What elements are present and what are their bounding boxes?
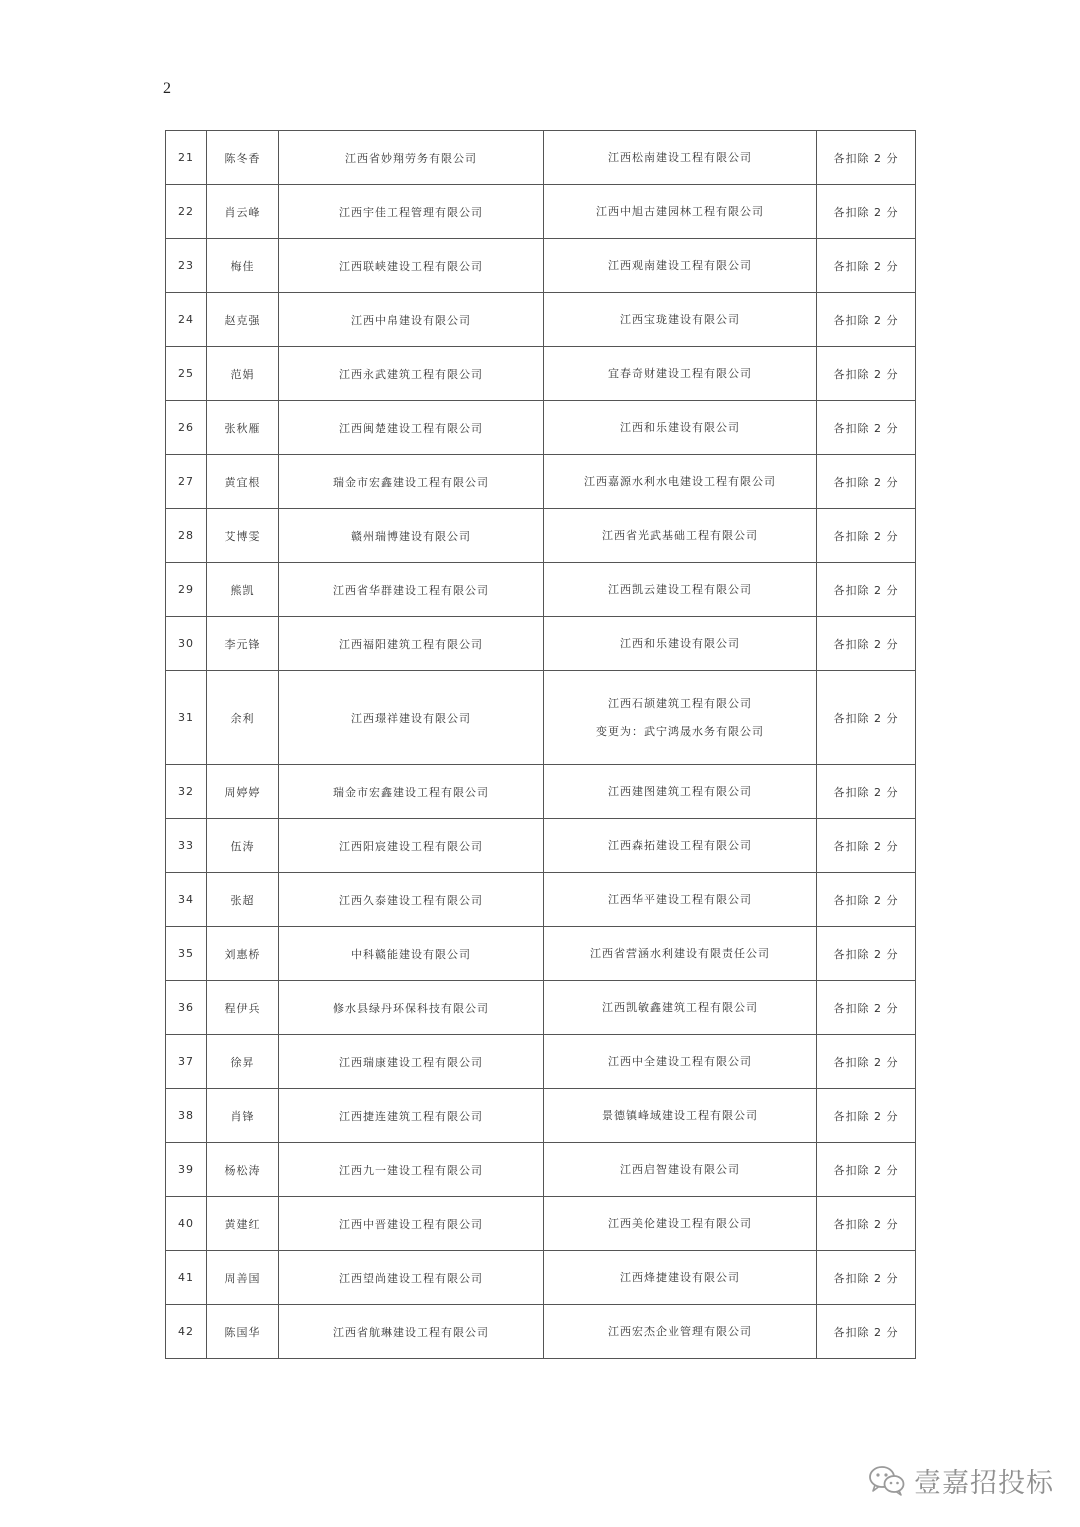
- penalty-text: 各扣除 2 分: [817, 1251, 916, 1305]
- company-from: 江西福阳建筑工程有限公司: [279, 617, 544, 671]
- company-to-line: 江西建图建筑工程有限公司: [608, 784, 752, 798]
- penalty-text: 各扣除 2 分: [817, 185, 916, 239]
- company-to: [544, 401, 817, 455]
- row-number: 33: [166, 819, 207, 873]
- row-number: 31: [166, 671, 207, 765]
- row-number: 24: [166, 293, 207, 347]
- person-name: 艾博雯: [207, 509, 279, 563]
- row-number: 30: [166, 617, 207, 671]
- watermark-text: 壹嘉招投标: [914, 1467, 1054, 1499]
- penalty-text: 各扣除 2 分: [817, 671, 916, 765]
- penalty-text: 各扣除 2 分: [817, 1035, 916, 1089]
- company-to: [544, 819, 817, 873]
- table-row: [166, 671, 916, 765]
- wechat-icon: [868, 1464, 906, 1496]
- company-from: 江西捷连建筑工程有限公司: [279, 1089, 544, 1143]
- penalty-text: 各扣除 2 分: [817, 873, 916, 927]
- company-from: 中科赣能建设有限公司: [279, 927, 544, 981]
- row-number: 29: [166, 563, 207, 617]
- company-to-line: 江西烽捷建设有限公司: [620, 1270, 740, 1284]
- company-from: 江西望尚建设工程有限公司: [279, 1251, 544, 1305]
- company-to: [544, 185, 817, 239]
- row-number: 26: [166, 401, 207, 455]
- person-name: 范娟: [207, 347, 279, 401]
- person-name: 李元锋: [207, 617, 279, 671]
- penalty-text: 各扣除 2 分: [817, 293, 916, 347]
- person-name: 肖锋: [207, 1089, 279, 1143]
- penalty-text: 各扣除 2 分: [817, 1305, 916, 1359]
- company-to: [544, 131, 817, 185]
- company-to-line: 江西森拓建设工程有限公司: [608, 838, 752, 852]
- person-name: 徐昇: [207, 1035, 279, 1089]
- penalty-text: 各扣除 2 分: [817, 401, 916, 455]
- company-to: [544, 1197, 817, 1251]
- company-from: 江西阳宸建设工程有限公司: [279, 819, 544, 873]
- penalty-text: 各扣除 2 分: [817, 819, 916, 873]
- penalty-text: 各扣除 2 分: [817, 1143, 916, 1197]
- company-to-line: 江西中全建设工程有限公司: [608, 1054, 752, 1068]
- company-to-line: 宜春奇财建设工程有限公司: [608, 366, 752, 380]
- row-number: 32: [166, 765, 207, 819]
- company-from: 江西省妙翔劳务有限公司: [279, 131, 544, 185]
- company-from: 江西璟祥建设有限公司: [279, 671, 544, 765]
- person-name: 杨松涛: [207, 1143, 279, 1197]
- penalty-text: 各扣除 2 分: [817, 347, 916, 401]
- company-to: [544, 1089, 817, 1143]
- table-row: [166, 1305, 916, 1359]
- company-to-line: 江西省光武基础工程有限公司: [602, 528, 758, 542]
- company-to: [544, 927, 817, 981]
- table-row: [166, 765, 916, 819]
- company-to-line: 变更为：武宁鸿晟水务有限公司: [596, 724, 764, 738]
- person-name: 伍涛: [207, 819, 279, 873]
- company-to-line: 江西和乐建设有限公司: [620, 420, 740, 434]
- table-row: [166, 873, 916, 927]
- penalty-text: 各扣除 2 分: [817, 509, 916, 563]
- penalty-text: 各扣除 2 分: [817, 239, 916, 293]
- company-to: [544, 293, 817, 347]
- row-number: 39: [166, 1143, 207, 1197]
- table-row: [166, 563, 916, 617]
- row-number: 40: [166, 1197, 207, 1251]
- company-to-line: 江西美伦建设工程有限公司: [608, 1216, 752, 1230]
- table-row: [166, 617, 916, 671]
- person-name: 陈国华: [207, 1305, 279, 1359]
- row-number: 34: [166, 873, 207, 927]
- company-to: [544, 671, 817, 765]
- row-number: 21: [166, 131, 207, 185]
- watermark: [868, 1462, 1054, 1498]
- person-name: 肖云峰: [207, 185, 279, 239]
- row-number: 38: [166, 1089, 207, 1143]
- company-from: 江西瑞康建设工程有限公司: [279, 1035, 544, 1089]
- company-to: [544, 1305, 817, 1359]
- person-name: 赵克强: [207, 293, 279, 347]
- company-to: [544, 765, 817, 819]
- table-row: [166, 981, 916, 1035]
- penalty-text: 各扣除 2 分: [817, 563, 916, 617]
- person-name: 熊凯: [207, 563, 279, 617]
- company-to-line: 江西宝珑建设有限公司: [620, 312, 740, 326]
- row-number: 28: [166, 509, 207, 563]
- person-name: 程伊兵: [207, 981, 279, 1035]
- row-number: 27: [166, 455, 207, 509]
- table-row: [166, 1089, 916, 1143]
- company-to-line: 江西宏杰企业管理有限公司: [608, 1324, 752, 1338]
- person-name: 张秋雁: [207, 401, 279, 455]
- table-row: [166, 131, 916, 185]
- table-row: [166, 401, 916, 455]
- table-row: [166, 1143, 916, 1197]
- table-row: [166, 509, 916, 563]
- company-to: [544, 1143, 817, 1197]
- company-to: [544, 347, 817, 401]
- table-row: [166, 1035, 916, 1089]
- row-number: 23: [166, 239, 207, 293]
- company-to-line: 江西嘉源水利水电建设工程有限公司: [584, 474, 776, 488]
- row-number: 36: [166, 981, 207, 1035]
- person-name: 周婷婷: [207, 765, 279, 819]
- company-from: 江西久泰建设工程有限公司: [279, 873, 544, 927]
- person-name: 陈冬香: [207, 131, 279, 185]
- row-number: 37: [166, 1035, 207, 1089]
- person-name: 张超: [207, 873, 279, 927]
- table-row: [166, 293, 916, 347]
- company-to: [544, 617, 817, 671]
- table-row: [166, 347, 916, 401]
- company-from: 江西闽楚建设工程有限公司: [279, 401, 544, 455]
- company-to-line: 江西凯敏鑫建筑工程有限公司: [602, 1000, 758, 1014]
- table-row: [166, 239, 916, 293]
- company-to: [544, 239, 817, 293]
- person-name: 余利: [207, 671, 279, 765]
- penalty-text: 各扣除 2 分: [817, 131, 916, 185]
- company-to-line: 江西观南建设工程有限公司: [608, 258, 752, 272]
- company-to-line: 江西石颉建筑工程有限公司: [608, 696, 752, 710]
- row-number: 41: [166, 1251, 207, 1305]
- company-to: [544, 563, 817, 617]
- table-row: [166, 455, 916, 509]
- company-to: [544, 981, 817, 1035]
- company-from: 江西永武建筑工程有限公司: [279, 347, 544, 401]
- company-to: [544, 455, 817, 509]
- company-to: [544, 509, 817, 563]
- table-row: [166, 1251, 916, 1305]
- company-to-line: 江西省营涵水利建设有限责任公司: [590, 946, 770, 960]
- company-from: 瑞金市宏鑫建设工程有限公司: [279, 765, 544, 819]
- company-to-line: 景德镇峰域建设工程有限公司: [602, 1108, 758, 1122]
- table-row: [166, 927, 916, 981]
- person-name: 黄宜根: [207, 455, 279, 509]
- penalty-text: 各扣除 2 分: [817, 1089, 916, 1143]
- penalty-text: 各扣除 2 分: [817, 927, 916, 981]
- penalty-text: 各扣除 2 分: [817, 1197, 916, 1251]
- company-from: 江西联峡建设工程有限公司: [279, 239, 544, 293]
- table-row: [166, 185, 916, 239]
- company-to-line: 江西凯云建设工程有限公司: [608, 582, 752, 596]
- penalty-text: 各扣除 2 分: [817, 765, 916, 819]
- row-number: 22: [166, 185, 207, 239]
- person-name: 周善国: [207, 1251, 279, 1305]
- person-name: 梅佳: [207, 239, 279, 293]
- penalty-table: [165, 130, 916, 1359]
- penalty-text: 各扣除 2 分: [817, 617, 916, 671]
- company-from: 江西省华群建设工程有限公司: [279, 563, 544, 617]
- company-to-line: 江西启智建设有限公司: [620, 1162, 740, 1176]
- person-name: 刘惠桥: [207, 927, 279, 981]
- company-to-line: 江西华平建设工程有限公司: [608, 892, 752, 906]
- table-row: [166, 819, 916, 873]
- row-number: 42: [166, 1305, 207, 1359]
- company-to-line: 江西中旭古建园林工程有限公司: [596, 204, 764, 218]
- company-to-line: 江西和乐建设有限公司: [620, 636, 740, 650]
- company-from: 江西宇佳工程管理有限公司: [279, 185, 544, 239]
- company-from: 江西中晋建设工程有限公司: [279, 1197, 544, 1251]
- person-name: 黄建红: [207, 1197, 279, 1251]
- company-to-line: 江西松南建设工程有限公司: [608, 150, 752, 164]
- company-from: 江西省航琳建设工程有限公司: [279, 1305, 544, 1359]
- table-row: [166, 1197, 916, 1251]
- company-from: 江西中帛建设有限公司: [279, 293, 544, 347]
- company-from: 修水县绿丹环保科技有限公司: [279, 981, 544, 1035]
- table-body: [166, 131, 916, 1359]
- company-from: 赣州瑞博建设有限公司: [279, 509, 544, 563]
- penalty-text: 各扣除 2 分: [817, 981, 916, 1035]
- row-number: 25: [166, 347, 207, 401]
- company-to: [544, 873, 817, 927]
- company-from: 江西九一建设工程有限公司: [279, 1143, 544, 1197]
- page-number: 2: [163, 80, 171, 97]
- penalty-text: 各扣除 2 分: [817, 455, 916, 509]
- company-to: [544, 1251, 817, 1305]
- company-to: [544, 1035, 817, 1089]
- row-number: 35: [166, 927, 207, 981]
- company-from: 瑞金市宏鑫建设工程有限公司: [279, 455, 544, 509]
